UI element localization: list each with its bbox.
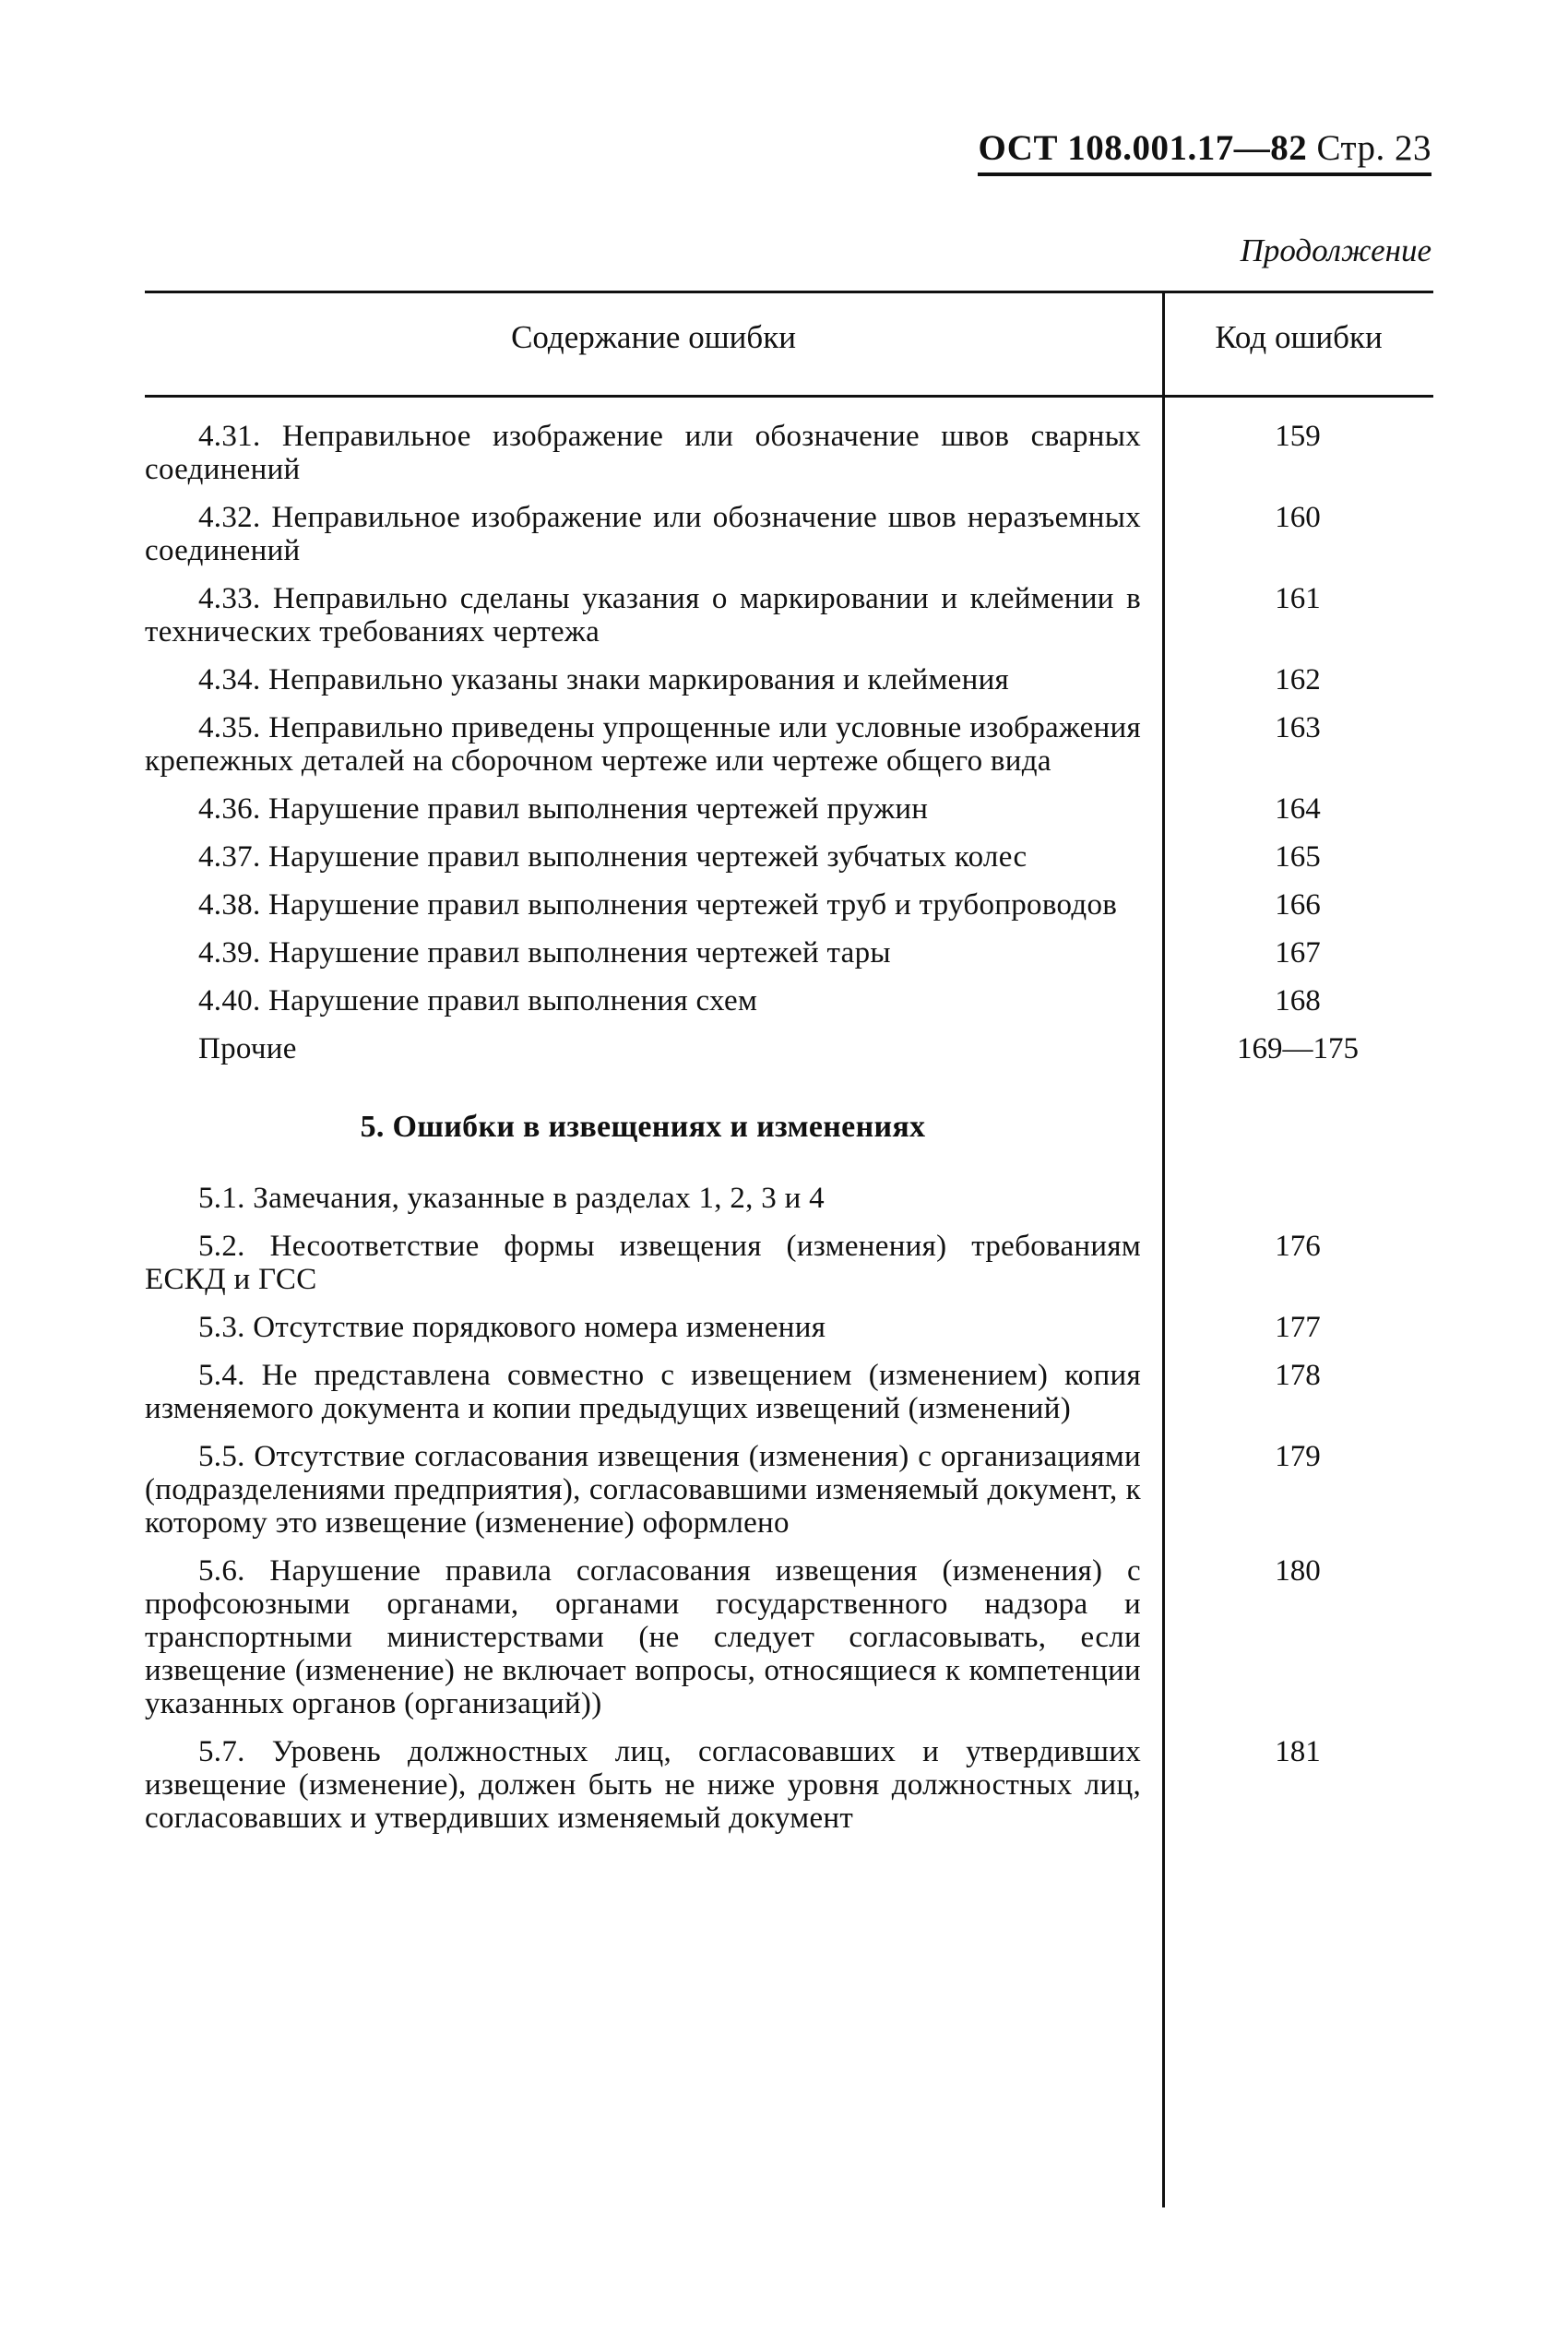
column-header-code: Код ошибки	[1215, 319, 1383, 355]
table-row	[145, 420, 1433, 486]
table-row	[145, 501, 1433, 567]
table-row	[145, 1554, 1433, 1720]
error-description: 5.3. Отсутствие порядкового номера изменения	[198, 1311, 826, 1344]
error-code: 162	[1275, 663, 1321, 696]
table-row	[145, 582, 1433, 648]
table-row	[145, 1032, 1433, 1065]
error-description: 4.38. Нарушение правил выполнения чертежей труб и трубопроводов	[198, 888, 1118, 922]
table-header-rule	[145, 395, 1433, 398]
table-row	[145, 792, 1433, 826]
error-code: 180	[1275, 1554, 1321, 1588]
table-top-rule	[145, 291, 1433, 293]
error-description: 4.34. Неправильно указаны знаки маркирования и клеймения	[198, 663, 1010, 696]
error-description: 4.32. Неправильное изображение или обозначение швов неразъемных соединений	[145, 501, 1141, 567]
table-row	[145, 1735, 1433, 1835]
error-code: 166	[1275, 888, 1321, 922]
error-code: 159	[1275, 420, 1321, 453]
error-description: 4.39. Нарушение правил выполнения чертежей тары	[198, 936, 891, 970]
error-description: 5.5. Отсутствие согласования извещения (изменения) с организациями (подразделениями предприятия), согласовавшими изменяемый документ, к которому это извещение (изменение) оформлено	[145, 1440, 1141, 1540]
table-row	[145, 1311, 1433, 1344]
error-table-body	[145, 420, 1433, 1850]
document-code: ОСТ 108.001.17—82	[978, 128, 1308, 168]
page-header	[978, 127, 1431, 176]
table-row	[145, 711, 1433, 778]
error-description: 5.6. Нарушение правила согласования извещения (изменения) с профсоюзными органами, органами государственного надзора и транспортными министерствами (не следует согласовывать, если извещение (изменение) не включает вопросы, относящиеся к компетенции указанных органов (организаций))	[145, 1554, 1141, 1720]
error-code: 179	[1275, 1440, 1321, 1473]
table-row	[145, 663, 1433, 696]
error-code: 163	[1275, 711, 1321, 744]
error-code: 160	[1275, 501, 1321, 534]
continuation-label: Продолжение	[1240, 232, 1431, 268]
error-description: 4.37. Нарушение правил выполнения чертежей зубчатых колес	[198, 840, 1028, 874]
column-header-content: Содержание ошибки	[511, 319, 796, 355]
table-row	[145, 936, 1433, 970]
error-code: 165	[1275, 840, 1321, 874]
error-description: 5.2. Несоответствие формы извещения (изменения) требованиям ЕСКД и ГСС	[145, 1230, 1141, 1296]
error-code: 169—175	[1237, 1032, 1359, 1065]
error-code: 167	[1275, 936, 1321, 970]
table-row	[145, 1440, 1433, 1540]
error-code: 178	[1275, 1359, 1321, 1392]
error-description: 5.4. Не представлена совместно с извещением (изменением) копия изменяемого документа и копии предыдущих извещений (изменений)	[145, 1359, 1141, 1425]
error-description: 5.1. Замечания, указанные в разделах 1, 2, 3 и 4	[198, 1182, 825, 1215]
error-description: 4.40. Нарушение правил выполнения схем	[198, 984, 758, 1017]
table-row	[145, 1230, 1433, 1296]
table-row	[145, 1182, 1433, 1215]
error-description: 4.33. Неправильно сделаны указания о маркировании и клеймении в технических требованиях чертежа	[145, 582, 1141, 648]
table-row	[145, 984, 1433, 1017]
error-description: 4.36. Нарушение правил выполнения чертежей пружин	[198, 792, 929, 826]
error-code: 181	[1275, 1735, 1321, 1768]
error-code: 168	[1275, 984, 1321, 1017]
error-description: 4.31. Неправильное изображение или обозначение швов сварных соединений	[145, 420, 1141, 486]
section-title: 5. Ошибки в извещениях и изменениях	[360, 1110, 926, 1144]
error-description: Прочие	[198, 1032, 297, 1065]
error-description: 5.7. Уровень должностных лиц, согласовавших и утвердивших извещение (изменение), должен быть не ниже уровня должностных лиц, согласовавших и утвердивших изменяемый документ	[145, 1735, 1141, 1835]
page-number: Стр. 23	[1316, 128, 1431, 168]
error-code: 176	[1275, 1230, 1321, 1263]
table-row	[145, 888, 1433, 922]
error-description: 4.35. Неправильно приведены упрощенные или условные изображения крепежных деталей на сборочном чертеже или чертеже общего вида	[145, 711, 1141, 778]
table-row	[145, 1359, 1433, 1425]
error-code: 177	[1275, 1311, 1321, 1344]
table-row	[145, 840, 1433, 874]
error-code: 164	[1275, 792, 1321, 826]
error-code: 161	[1275, 582, 1321, 615]
